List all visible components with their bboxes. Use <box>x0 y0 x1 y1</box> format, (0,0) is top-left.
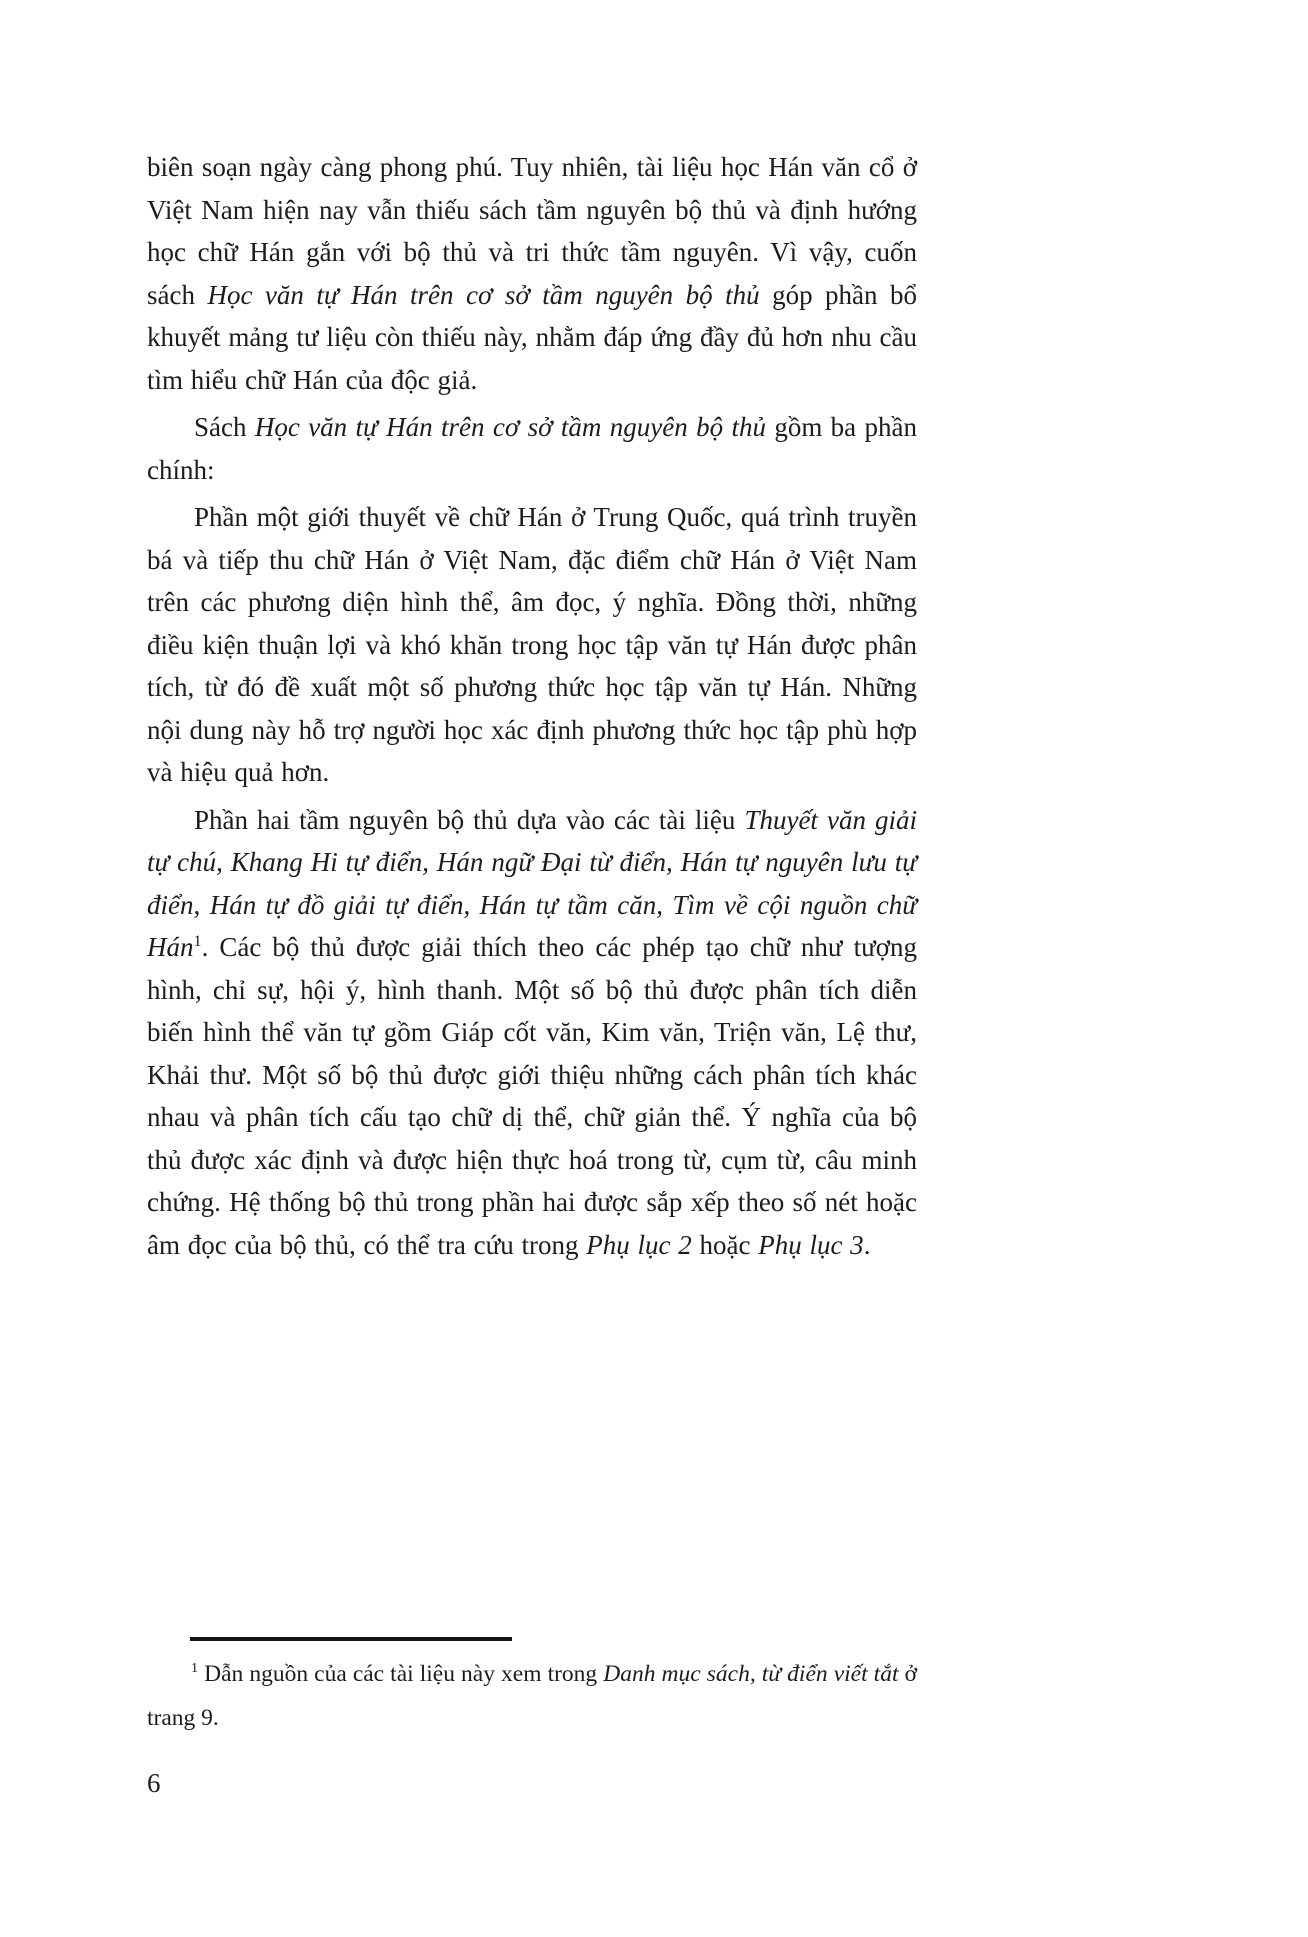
appendix-reference: Phụ lục 2 <box>586 1229 692 1260</box>
footnote-text: ở trang 9. <box>147 1661 917 1731</box>
appendix-reference: Phụ lục 3 <box>758 1229 864 1260</box>
footnote-marker: 1 <box>191 1660 199 1677</box>
footnote-separator-rule <box>190 1637 512 1641</box>
page-number: 6 <box>147 1768 161 1798</box>
footnote-reference-title: Danh mục sách, từ điển viết tắt <box>603 1661 899 1687</box>
text-run: gồm ba phần chính: <box>147 412 918 485</box>
paragraph-4 <box>147 799 917 1267</box>
paragraph-3 <box>147 496 917 794</box>
footnote-text: Dẫn nguồn của các tài liệu này xem trong <box>198 1661 604 1687</box>
text-run: . <box>863 1229 871 1260</box>
footnote-reference-mark: 1 <box>193 932 202 950</box>
text-run: Phần hai tầm nguyên bộ thủ dựa vào các tài liệu <box>194 804 745 835</box>
paragraph-1 <box>147 146 917 401</box>
text-run: . Các bộ thủ được giải thích theo các phép tạo chữ như tượng hình, chỉ sự, hội ý, hình thanh. Một số bộ thủ được phân tích diễn biến hình thể văn tự gồm Giáp cốt văn, Kim văn, Triện văn, Lệ thư, Khải thư. Một số bộ thủ được giới thiệu những cách phân tích khác nhau và phân tích cấu tạo chữ dị thể, chữ giản thể. Ý nghĩa của bộ thủ được xác định và được hiện thực hoá trong từ, cụm từ, câu minh chứng. Hệ thống bộ thủ trong phần hai được sắp xếp theo số nét hoặc âm đọc của bộ thủ, có thể tra cứu trong <box>147 932 917 1260</box>
text-run: Sách <box>194 412 255 442</box>
book-title: Học văn tự Hán trên cơ sở tầm nguyên bộ thủ <box>254 412 766 442</box>
text-run: góp phần bổ khuyết mảng tư liệu còn thiếu này, nhằm đáp ứng đầy đủ hơn nhu cầu tìm hiểu chữ Hán của độc giả. <box>147 279 917 395</box>
reference-titles: Thuyết văn giải tự chú, Khang Hi tự điển, Hán ngữ Đại từ điển, Hán tự nguyên lưu tự điển, Hán tự đồ giải tự điển, Hán tự tầm căn, Tìm về cội nguồn chữ Hán <box>147 804 917 962</box>
text-run: Phần một giới thuyết về chữ Hán ở Trung Quốc, quá trình truyền bá và tiếp thu chữ Hán ở Việt Nam, đặc điểm chữ Hán ở Việt Nam trên các phương diện hình thể, âm đọc, ý nghĩa. Đồng thời, những điều kiện thuận lợi và khó khăn trong học tập văn tự Hán được phân tích, từ đó đề xuất một số phương thức học tập văn tự Hán. Những nội dung này hỗ trợ người học xác định phương thức học tập phù hợp và hiệu quả hơn. <box>147 502 917 787</box>
book-title: Học văn tự Hán trên cơ sở tầm nguyên bộ thủ <box>207 279 760 310</box>
text-run: biên soạn ngày càng phong phú. Tuy nhiên, tài liệu học Hán văn cổ ở Việt Nam hiện nay vẫn thiếu sách tầm nguyên bộ thủ và định hướng học chữ Hán gắn với bộ thủ và tri thức tầm nguyên. Vì vậy, cuốn sách <box>147 152 917 310</box>
footnote <box>147 1652 917 1740</box>
body-text <box>147 146 917 1271</box>
paragraph-2 <box>147 406 917 491</box>
text-run: hoặc <box>691 1229 759 1260</box>
